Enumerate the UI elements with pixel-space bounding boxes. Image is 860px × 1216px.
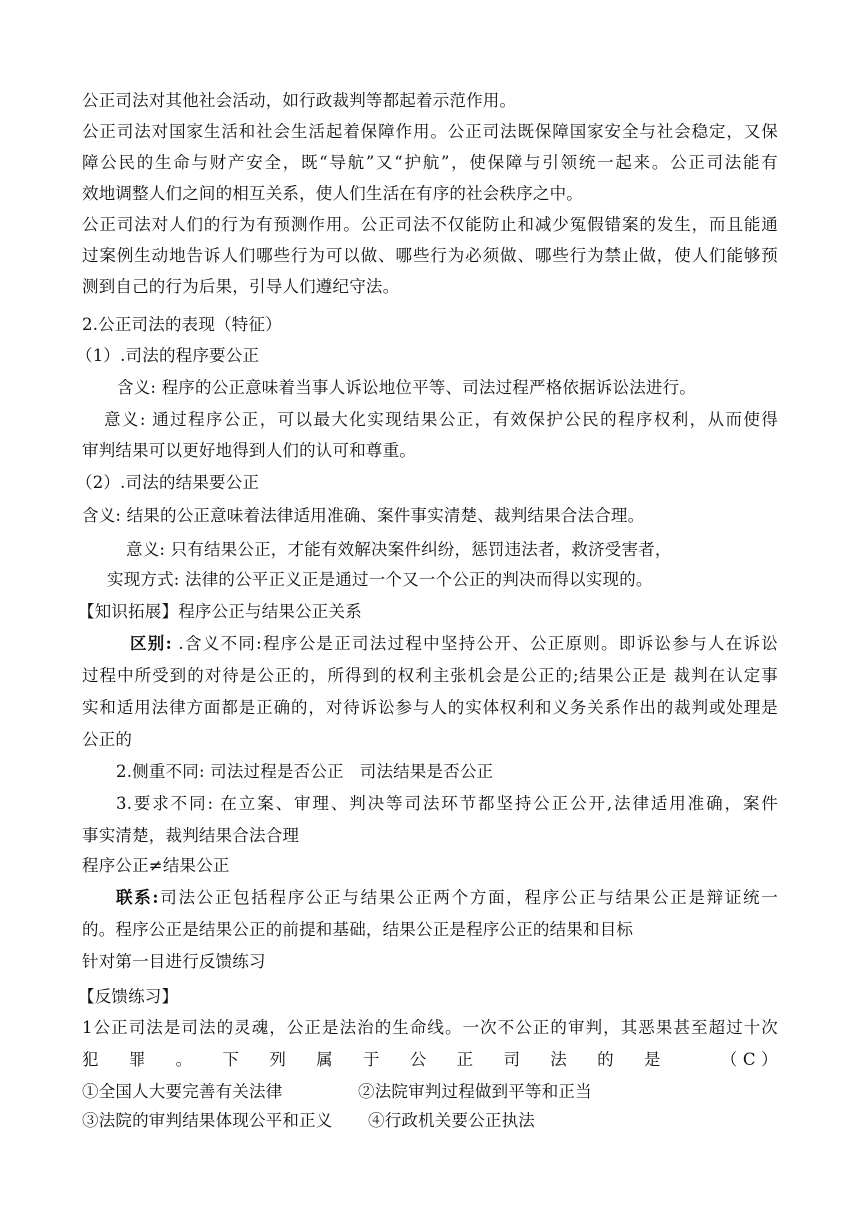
paragraph-line: 的。程序公正是结果公正的前提和基础，结果公正是程序公正的结果和目标 <box>82 920 634 939</box>
paragraph-line: 效地调整人们之间的相互关系，使人们生活在有序的社会秩序之中。 <box>82 184 583 203</box>
paragraph-line: 审判结果可以更好地得到人们的认可和尊重。 <box>82 441 416 460</box>
char: 正 <box>456 1050 474 1069</box>
char: 下 <box>222 1050 240 1069</box>
paragraph-line: 3.要求不同: 在立案、审理、判决等司法环节都坚持公正公开,法律适用准确，案件 <box>116 794 778 813</box>
text-span: 司法公正包括程序公正与结果公正两个方面，程序公正与结果公正是辩证统一 <box>158 888 778 907</box>
answer-blank: （ C ） <box>720 1050 778 1069</box>
question-text: 1公正司法是司法的灵魂，公正是法治的生命线。一次不公正的审判，其恶果甚至超过十次 <box>82 1018 778 1037</box>
paragraph-line <box>116 887 778 909</box>
subsection-heading: （1）.司法的程序要公正 <box>76 346 260 365</box>
char: 列 <box>269 1050 287 1069</box>
char: 的 <box>597 1050 614 1069</box>
question-text-spaced <box>82 1049 778 1071</box>
char: 司 <box>503 1050 521 1069</box>
char: 是 <box>643 1050 661 1069</box>
char: 犯 <box>82 1050 99 1069</box>
paragraph-line: 事实清楚，裁判结果合法合理 <box>82 826 300 845</box>
paragraph-line: 过程中所受到的对待是公正的，所得到的权利主张机会是公正的;结果公正是 裁判在认定事 <box>82 666 778 685</box>
paragraph-line <box>116 761 493 783</box>
section-heading: 【知识拓展】程序公正与结果公正关系 <box>78 602 362 621</box>
paragraph-line: 针对第一目进行反馈练习 <box>82 952 266 971</box>
paragraph-line: 障公民的生命与财产安全，既“导航”又“护航”，使保障与引领统一起来。公正司法能有 <box>82 153 778 172</box>
option-b: ②法院审判过程做到平等和正当 <box>358 1082 592 1101</box>
paragraph-line: 实现方式: 法律的公平正义正是通过一个又一个公正的判决而得以实现的。 <box>107 570 653 589</box>
paragraph-line: 意义: 通过程序公正，可以最大化实现结果公正，有效保护公民的程序权利，从而使得 <box>104 410 778 429</box>
char: 公 <box>409 1050 427 1069</box>
paragraph-line: 公正司法对国家生活和社会生活起着保障作用。公正司法既保障国家安全与社会稳定，又保 <box>82 122 778 141</box>
paragraph-line: 程序公正≠结果公正 <box>82 856 230 875</box>
paragraph-line: 意义: 只有结果公正，才能有效解决案件纠纷，惩罚违法者，救济受害者， <box>126 540 672 559</box>
paragraph-line <box>130 633 778 655</box>
paragraph-line: 实和适用法律方面都是正确的，对待诉讼参与人的实体权利和义务关系作出的裁判或处理是 <box>82 698 778 717</box>
option-d: ④行政机关要公正执法 <box>368 1111 535 1130</box>
text-span: 司法结果是否公正 <box>359 762 494 781</box>
subsection-heading: （2）.司法的结果要公正 <box>76 473 260 492</box>
bold-label: 联系: <box>116 888 159 907</box>
paragraph-line: 测到自己的行为后果，引导人们遵纪守法。 <box>82 277 400 296</box>
char: 于 <box>362 1050 380 1069</box>
paragraph-line: 公正的 <box>82 730 133 749</box>
section-heading: 2.公正司法的表现（特征） <box>82 315 282 334</box>
char: 属 <box>316 1050 333 1069</box>
paragraph-line: 含义: 结果的公正意味着法律适用准确、案件事实清楚、裁判结果合法合理。 <box>82 506 645 525</box>
paragraph-line: 公正司法对其他社会活动，如行政裁判等都起着示范作用。 <box>82 91 517 110</box>
bold-label: 区别: <box>130 634 172 653</box>
char: 。 <box>175 1050 193 1069</box>
text-span: .含义不同:程序公是正司法过程中坚持公开、公正原则。即诉讼参与人在诉讼 <box>171 634 778 653</box>
paragraph-line: 过案例生动地告诉人们哪些行为可以做、哪些行为必须做、哪些行为禁止做，使人们能够预 <box>82 246 778 265</box>
paragraph-line: 公正司法对人们的行为有预测作用。公正司法不仅能防止和减少冤假错案的发生，而且能通 <box>82 215 778 234</box>
text-span: 2.侧重不同: 司法过程是否公正 <box>116 762 344 781</box>
char: 法 <box>550 1050 567 1069</box>
char: 罪 <box>128 1050 146 1069</box>
option-a: ①全国人大要完善有关法律 <box>82 1082 283 1101</box>
option-c: ③法院的审判结果体现公平和正义 <box>82 1111 333 1130</box>
section-heading: 【反馈练习】 <box>78 987 179 1006</box>
paragraph-line: 含义: 程序的公正意味着当事人诉讼地位平等、司法过程严格依据诉讼法进行。 <box>117 378 697 397</box>
